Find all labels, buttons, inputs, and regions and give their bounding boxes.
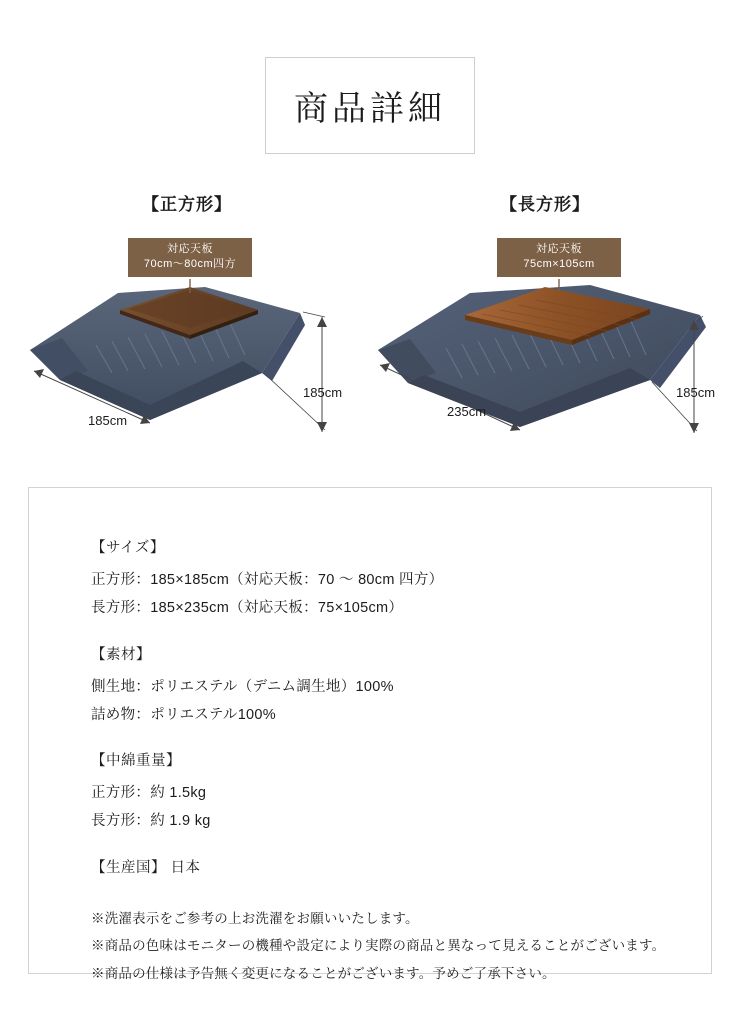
spec-heading-weight: 【中綿重量】	[91, 753, 181, 770]
page-title: 商品詳細	[294, 90, 446, 128]
specification-box	[28, 487, 712, 981]
note-color-difference: ※商品の色味はモニターの機種や設定により実際の商品と異なって見えることがございます。	[91, 938, 666, 954]
square-tag-line2: 70cm〜80cm四方	[143, 257, 237, 270]
spec-line-size-rectangle: 長方形：185×235cm（対応天板：75×105cm）	[91, 600, 404, 617]
spec-group-weight	[91, 749, 711, 836]
product-diagrams	[0, 175, 740, 475]
spec-group-size	[91, 536, 711, 623]
rectangle-futon-illustration	[378, 279, 706, 433]
rectangle-tabletop-tag	[497, 238, 621, 277]
spec-heading-origin: 【生産国】 日本	[91, 859, 201, 876]
page-title-box	[265, 57, 475, 154]
spec-line-size-square: 正方形：185×185cm（対応天板：70 〜 80cm 四方）	[91, 572, 444, 588]
spec-heading-size: 【サイズ】	[91, 540, 165, 556]
square-width-dimension: 185cm	[88, 413, 128, 428]
note-washing: ※洗濯表示をご参考の上お洗濯をお願いいたします。	[91, 910, 419, 926]
diagram-illustration	[0, 175, 740, 475]
rectangle-shape-label: 【長方形】	[500, 195, 590, 214]
square-shape-label: 【正方形】	[142, 195, 232, 214]
rectangle-tag-line1: 対応天板	[536, 243, 582, 255]
spec-group-origin	[91, 856, 711, 877]
spec-line-material-shell: 側生地：ポリエステル（デニム調生地）100%	[91, 678, 394, 695]
rectangle-width-dimension: 235cm	[447, 404, 487, 419]
rectangle-depth-dimension: 185cm	[676, 385, 716, 400]
spec-line-weight-rectangle: 長方形：約 1.9 kg	[91, 813, 211, 830]
spec-group-material	[91, 643, 711, 730]
square-tag-line1: 対応天板	[167, 243, 213, 255]
note-spec-change: ※商品の仕様は予告無く変更になることがございます。予めご了承下さい。	[91, 965, 556, 981]
square-futon-illustration	[30, 279, 327, 432]
square-tabletop-tag	[128, 238, 252, 277]
rectangle-tag-line2: 75cm×105cm	[523, 257, 595, 270]
square-depth-dimension: 185cm	[303, 385, 343, 400]
notes-list	[91, 905, 711, 988]
spec-line-material-fill: 詰め物：ポリエステル100%	[91, 706, 276, 723]
spec-heading-material: 【素材】	[91, 646, 151, 663]
spec-line-weight-square: 正方形：約 1.5kg	[91, 785, 207, 802]
